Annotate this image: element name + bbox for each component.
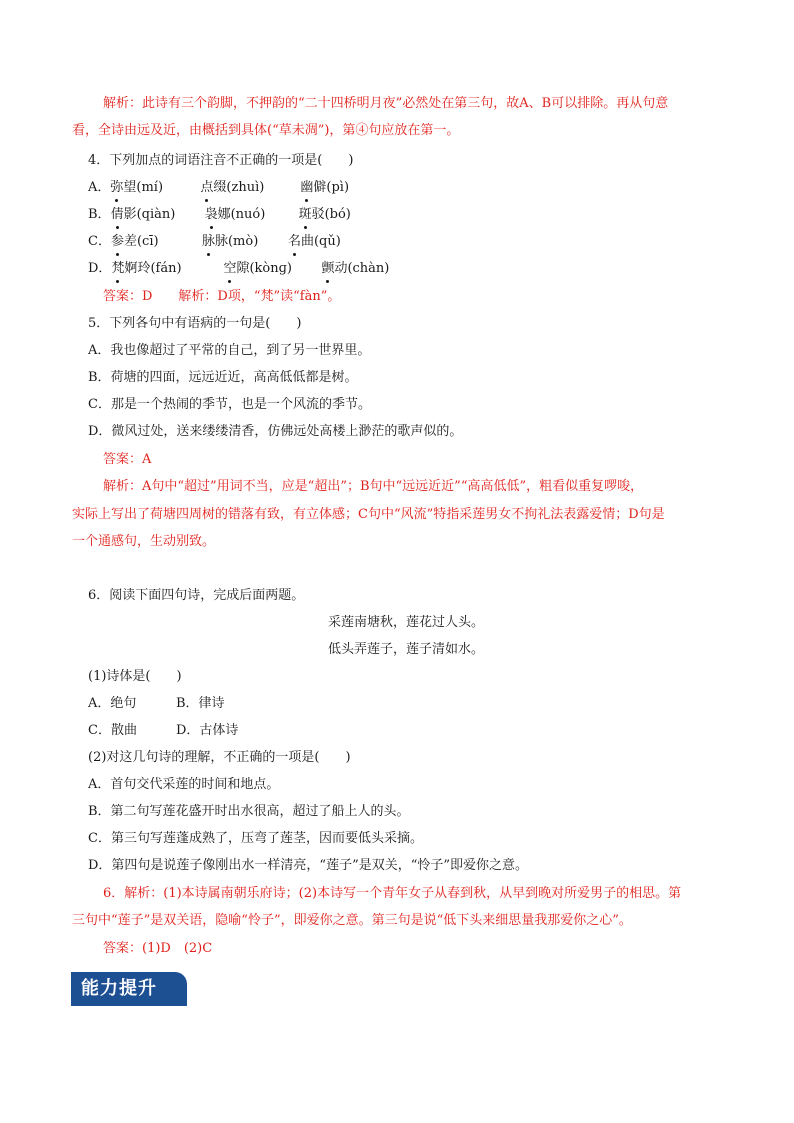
- question-5-analysis-line: 解析：A句中“超过”用词不当，应是“超出”；B句中“远远近近”“高高低低”，粗看似重复啰唆，: [103, 479, 644, 494]
- question-4-option-a: A．弥望(mí) 点缀(zhuì) 幽僻(pì): [88, 180, 350, 195]
- question-6-sub1-options-row: A．绝句 B．律诗: [88, 696, 225, 711]
- question-4-answer: 答案：D 解析：D项，“梵”读“fàn”。: [103, 289, 341, 304]
- question-6-sub1-options-row: C．散曲 D．古体诗: [88, 723, 239, 738]
- question-6-stem: 6．阅读下面四句诗，完成后面两题。: [88, 588, 305, 603]
- question-6-analysis-line: 6．解析：(1)本诗属南朝乐府诗；(2)本诗写一个青年女子从春到秋，从早到晚对所爱男子的相思。第: [103, 886, 682, 901]
- analysis-line: 解析：此诗有三个韵脚，不押韵的“二十四桥明月夜”必然处在第三句，故A、B可以排除。再从句意: [103, 96, 669, 111]
- analysis-line: 看，全诗由远及近，由概括到具体(“草未凋”)，第④句应放在第一。: [72, 123, 460, 138]
- question-6-sub2-option-b: B．第二句写莲花盛开时出水很高，超过了船上人的头。: [88, 804, 410, 819]
- question-5-stem: 5．下列各句中有语病的一句是( ): [88, 316, 302, 331]
- question-6-sub2-option-d: D．第四句是说莲子像刚出水一样清亮，“莲子”是双关，“怜子”即爱你之意。: [88, 858, 529, 873]
- question-5-analysis-line: 实际上写出了荷塘四周树的错落有致，有立体感；C句中“风流”特指采莲男女不拘礼法表露爱情；D句是: [72, 507, 665, 522]
- question-6-sub2-option-c: C．第三句写莲蓬成熟了，压弯了莲茎，因而要低头采摘。: [88, 831, 423, 846]
- question-5-answer: 答案：A: [103, 452, 152, 467]
- question-5-analysis-line: 一个通感句，生动别致。: [72, 534, 216, 549]
- question-6-sub2-stem: (2)对这几句诗的理解，不正确的一项是( ): [88, 750, 351, 765]
- section-banner: [71, 972, 187, 1006]
- question-6-answer: 答案：(1)D (2)C: [103, 941, 213, 956]
- question-4-option-c: C．参差(cī) 脉脉(mò) 名曲(qǔ): [88, 234, 341, 249]
- question-5-option-d: D．微风过处，送来缕缕清香，仿佛远处高楼上渺茫的歌声似的。: [88, 424, 463, 439]
- poem-line: 采莲南塘秋，莲花过人头。: [328, 615, 485, 630]
- question-6-sub2-option-a: A．首句交代采莲的时间和地点。: [88, 777, 280, 792]
- section-banner-underline: [71, 1004, 187, 1006]
- section-banner-title: 能力提升: [81, 978, 157, 999]
- question-5-option-b: B．荷塘的四面，远远近近，高高低低都是树。: [88, 370, 358, 385]
- question-6-analysis-line: 三句中“莲子”是双关语，隐喻“怜子”，即爱你之意。第三句是说“低下头来细思量我那爱你之心”。: [72, 913, 632, 928]
- question-5-option-c: C．那是一个热闹的季节，也是一个风流的季节。: [88, 397, 371, 412]
- poem-line: 低头弄莲子，莲子清如水。: [328, 642, 485, 657]
- question-5-option-a: A．我也像超过了平常的自己，到了另一世界里。: [88, 343, 371, 358]
- question-4-option-d: D．梵婀玲(fán) 空隙(kònɡ) 颤动(chàn): [88, 261, 390, 276]
- question-6-sub1-stem: (1)诗体是( ): [88, 669, 182, 684]
- question-4-option-b: B．倩影(qiàn) 袅娜(nuó) 斑驳(bó): [88, 207, 351, 222]
- question-4-stem: 4．下列加点的词语注音不正确的一项是( ): [88, 153, 354, 168]
